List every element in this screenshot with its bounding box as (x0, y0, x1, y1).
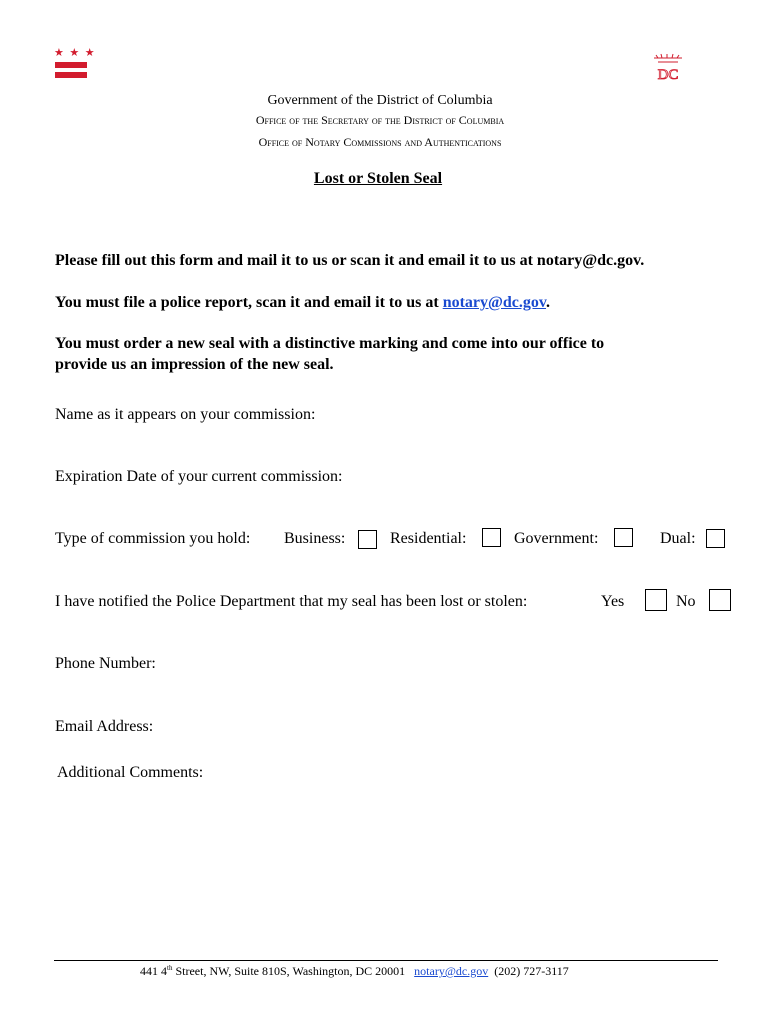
business-label: Business: (284, 530, 346, 547)
footer-contact (140, 964, 569, 979)
police-no-checkbox[interactable] (709, 589, 731, 611)
business-checkbox[interactable] (358, 530, 377, 549)
footer-phone: (202) 727-3117 (494, 964, 569, 978)
instruction-mail: Please fill out this form and mail it to us or scan it and email it to us at notary@dc.gov. (55, 252, 645, 269)
name-field-label: Name as it appears on your commission: (55, 406, 316, 423)
police-yes-checkbox[interactable] (645, 589, 667, 611)
header-government: Government of the District of Columbia (267, 93, 493, 108)
police-notified-label: I have notified the Police Department that my seal has been lost or stolen: (55, 593, 528, 610)
header-secretary-text: Office of the Secretary of the District of Columbia (255, 113, 505, 127)
header-secretary (0, 113, 760, 128)
footer-address-suffix: th (167, 964, 173, 972)
instruction-new-seal (55, 333, 604, 375)
phone-field-label: Phone Number: (55, 655, 156, 672)
government-label: Government: (514, 530, 599, 547)
residential-checkbox[interactable] (482, 528, 501, 547)
svg-text:DC: DC (657, 67, 679, 82)
dual-label: Dual: (660, 530, 696, 547)
notary-email-link[interactable]: notary@dc.gov (442, 294, 547, 311)
instruction-new-seal-line1: You must order a new seal with a distinctive marking and come into our office to (55, 335, 605, 352)
footer-email-link[interactable]: notary@dc.gov (414, 964, 489, 978)
instruction-police-period: . (546, 294, 551, 311)
residential-label: Residential: (390, 530, 467, 547)
dual-checkbox[interactable] (706, 529, 725, 548)
header-notary-office-text: Office of Notary Commissions and Authentications (258, 135, 502, 149)
email-field-label: Email Address: (55, 718, 154, 735)
footer-divider (54, 960, 718, 961)
comments-field-label: Additional Comments: (57, 764, 204, 781)
instruction-police-report (55, 292, 550, 313)
footer-address-number: 441 4 (140, 964, 167, 978)
dc-flag-logo (54, 46, 96, 80)
expiration-field-label: Expiration Date of your current commission: (55, 468, 343, 485)
police-no-label: No (676, 593, 696, 610)
commission-type-label: Type of commission you hold: (55, 530, 251, 547)
flag-bar-top (55, 62, 87, 68)
instruction-police-text: You must file a police report, scan it and email it to us at (55, 294, 443, 311)
header-notary-office (0, 135, 760, 150)
police-yes-label: Yes (601, 593, 625, 610)
page-title: Lost or Stolen Seal (313, 170, 443, 187)
instruction-new-seal-line2: provide us an impression of the new seal. (55, 356, 334, 373)
government-checkbox[interactable] (614, 528, 633, 547)
dc-seal-logo (652, 52, 684, 82)
footer-address: Street, NW, Suite 810S, Washington, DC 20001 (172, 964, 406, 978)
flag-bar-bottom (55, 72, 87, 78)
flag-stars: ★ ★ ★ (54, 46, 96, 59)
